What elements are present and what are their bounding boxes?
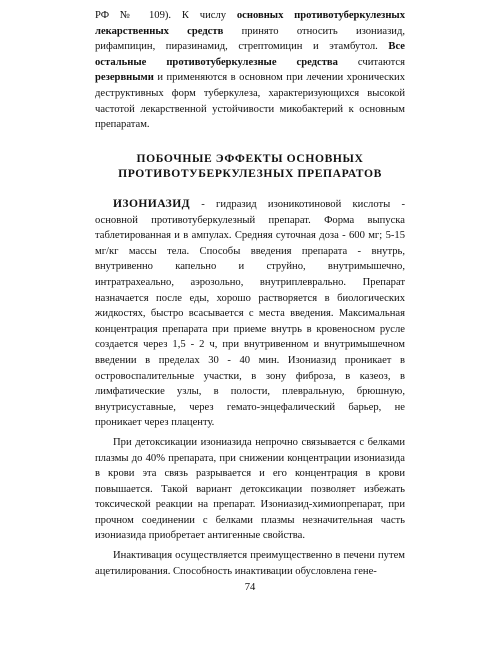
- intro-text-4: и применяются в основном при лечении хронических деструктивных форм туберкулеза, характеризующихся высокой частотой лекарственной устойчивости микобактерий к основным препаратам.: [95, 72, 405, 131]
- intro-bold-main-drugs: основных противотуберкулезных лекарственных средств: [95, 10, 405, 37]
- isoniazid-drug-name: ИЗОНИАЗИД: [113, 197, 190, 210]
- intro-bold-other-drugs: Все остальные противотуберкулезные средства: [95, 41, 405, 68]
- intro-text-2: принято относить изониазид, рифампицин, пиразинамид, стрептомицин и этамбутол.: [95, 25, 405, 53]
- intro-text-1: РФ № 109). К числу: [95, 10, 237, 21]
- page-number: 74: [244, 582, 256, 593]
- intro-bold-reserve: резервными: [95, 72, 154, 84]
- isoniazid-section: [95, 196, 405, 579]
- intro-text-3: считаются: [337, 56, 405, 68]
- isoniazid-paragraph-2: При детоксикации изониазида непрочно связывается с белками плазмы до 40% препарата, при снижении концентрации изониазида в крови эта связь разрывается и его концентрация в крови повышается. Такой вариант детоксикации позволяет избежать токсической реакции на препарат. Изониазид-химиопрепарат, при прочном соединении с белками плазмы незначительная часть изониазида приобретает антигенные свойства.: [95, 436, 405, 542]
- section-heading-line-1: ПОБОЧНЫЕ ЭФФЕКТЫ ОСНОВНЫХ: [136, 152, 364, 165]
- section-heading-line-2: ПРОТИВОТУБЕРКУЛЕЗНЫХ ПРЕПАРАТОВ: [118, 167, 382, 180]
- intro-paragraph: [95, 8, 405, 133]
- isoniazid-paragraph-3: Инактивация осуществляется преимущественно в печени путем ацетилирования. Способность инактивации обусловлена гене-: [95, 550, 405, 577]
- isoniazid-paragraph-1: [95, 196, 405, 431]
- section-heading: [95, 151, 405, 181]
- isoniazid-paragraph-1-text: - гидразид изоникотиновой кислоты - основной противотуберкулезный препарат. Форма выпуска таблетированная и в ампулах. Средняя суточная доза - 600 мг; 5-15 мг/кг массы тела. Способы введения препарата - внутрь, внутривенно капельно и струйно, внутримышечно, интратрахеально, аэрозольно, внутриплеврально. Препарат назначается после еды, хорошо растворяется в биологических жидкостях, быстро всасывается с места введения. Максимальная концентрация препарата при приеме внутрь в кровеносном русле создается через 1,5 - 2 ч, при внутривенном и внутримышечном введении в пределах 30 - 40 мин. Изониазид проникает в островоспалительные участки, в зону фиброза, в казеоз, в лимфатические узлы, в полости, плевральную, брюшную, внутрисуставные, через гемато-энцефалический барьер, не проникает через плаценту.: [95, 199, 405, 429]
